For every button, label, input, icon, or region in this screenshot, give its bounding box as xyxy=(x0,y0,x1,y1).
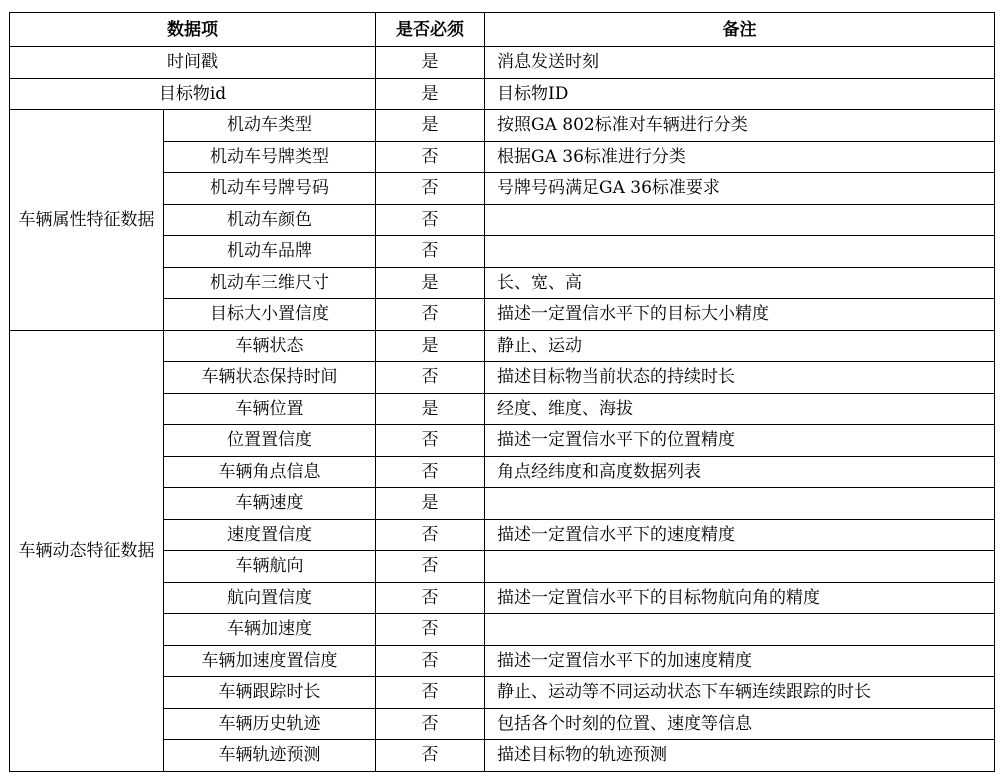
item-cell: 机动车号牌号码 xyxy=(164,173,376,205)
required-cell: 是 xyxy=(376,330,485,362)
note-cell: 角点经纬度和高度数据列表 xyxy=(485,456,995,488)
required-cell: 否 xyxy=(376,645,485,677)
header-row xyxy=(10,13,995,47)
required-cell: 否 xyxy=(376,362,485,394)
header-note: 备注 xyxy=(485,13,995,47)
item-cell: 车辆历史轨迹 xyxy=(164,708,376,740)
item-cell: 时间戳 xyxy=(10,47,376,79)
item-cell: 机动车品牌 xyxy=(164,236,376,268)
note-cell: 长、宽、高 xyxy=(485,267,995,299)
item-cell: 机动车类型 xyxy=(164,110,376,142)
table-row xyxy=(10,47,995,79)
required-cell: 否 xyxy=(376,614,485,646)
required-cell: 否 xyxy=(376,456,485,488)
item-cell: 机动车颜色 xyxy=(164,204,376,236)
required-cell: 否 xyxy=(376,236,485,268)
required-cell: 否 xyxy=(376,173,485,205)
group-label-vehicle-attributes: 车辆属性特征数据 xyxy=(10,110,164,331)
item-cell: 车辆加速度置信度 xyxy=(164,645,376,677)
note-cell: 描述目标物当前状态的持续时长 xyxy=(485,362,995,394)
table-row xyxy=(10,330,995,362)
item-cell: 车辆轨迹预测 xyxy=(164,740,376,772)
item-cell: 航向置信度 xyxy=(164,582,376,614)
note-cell: 包括各个时刻的位置、速度等信息 xyxy=(485,708,995,740)
note-cell xyxy=(485,488,995,520)
required-cell: 是 xyxy=(376,110,485,142)
required-cell: 是 xyxy=(376,393,485,425)
required-cell: 是 xyxy=(376,47,485,79)
note-cell: 根据GA 36标准进行分类 xyxy=(485,141,995,173)
note-cell: 描述一定置信水平下的速度精度 xyxy=(485,519,995,551)
required-cell: 否 xyxy=(376,740,485,772)
item-cell: 速度置信度 xyxy=(164,519,376,551)
table-row xyxy=(10,78,995,110)
note-cell: 静止、运动 xyxy=(485,330,995,362)
header-data-item: 数据项 xyxy=(10,13,376,47)
item-cell: 车辆位置 xyxy=(164,393,376,425)
item-cell: 车辆航向 xyxy=(164,551,376,583)
required-cell: 否 xyxy=(376,204,485,236)
item-cell: 车辆加速度 xyxy=(164,614,376,646)
note-cell: 描述一定置信水平下的加速度精度 xyxy=(485,645,995,677)
item-cell: 车辆角点信息 xyxy=(164,456,376,488)
required-cell: 是 xyxy=(376,267,485,299)
item-cell: 车辆状态 xyxy=(164,330,376,362)
header-required: 是否必须 xyxy=(376,13,485,47)
note-cell xyxy=(485,204,995,236)
item-cell: 车辆速度 xyxy=(164,488,376,520)
note-cell xyxy=(485,614,995,646)
note-cell: 号牌号码满足GA 36标准要求 xyxy=(485,173,995,205)
note-cell: 描述一定置信水平下的目标大小精度 xyxy=(485,299,995,331)
note-cell xyxy=(485,551,995,583)
required-cell: 否 xyxy=(376,551,485,583)
note-cell: 描述一定置信水平下的目标物航向角的精度 xyxy=(485,582,995,614)
required-cell: 否 xyxy=(376,519,485,551)
item-cell: 车辆跟踪时长 xyxy=(164,677,376,709)
group-label-vehicle-dynamics: 车辆动态特征数据 xyxy=(10,330,164,771)
item-cell: 目标大小置信度 xyxy=(164,299,376,331)
item-cell: 目标物id xyxy=(10,78,376,110)
note-cell xyxy=(485,236,995,268)
note-cell: 描述一定置信水平下的位置精度 xyxy=(485,425,995,457)
required-cell: 否 xyxy=(376,425,485,457)
required-cell: 否 xyxy=(376,677,485,709)
note-cell: 目标物ID xyxy=(485,78,995,110)
note-cell: 描述目标物的轨迹预测 xyxy=(485,740,995,772)
note-cell: 消息发送时刻 xyxy=(485,47,995,79)
table-row xyxy=(10,110,995,142)
data-items-table xyxy=(9,12,995,772)
required-cell: 否 xyxy=(376,582,485,614)
item-cell: 机动车三维尺寸 xyxy=(164,267,376,299)
item-cell: 机动车号牌类型 xyxy=(164,141,376,173)
item-cell: 车辆状态保持时间 xyxy=(164,362,376,394)
required-cell: 否 xyxy=(376,708,485,740)
item-cell: 位置置信度 xyxy=(164,425,376,457)
note-cell: 按照GA 802标准对车辆进行分类 xyxy=(485,110,995,142)
note-cell: 静止、运动等不同运动状态下车辆连续跟踪的时长 xyxy=(485,677,995,709)
required-cell: 是 xyxy=(376,488,485,520)
required-cell: 否 xyxy=(376,141,485,173)
required-cell: 否 xyxy=(376,299,485,331)
required-cell: 是 xyxy=(376,78,485,110)
note-cell: 经度、维度、海拔 xyxy=(485,393,995,425)
